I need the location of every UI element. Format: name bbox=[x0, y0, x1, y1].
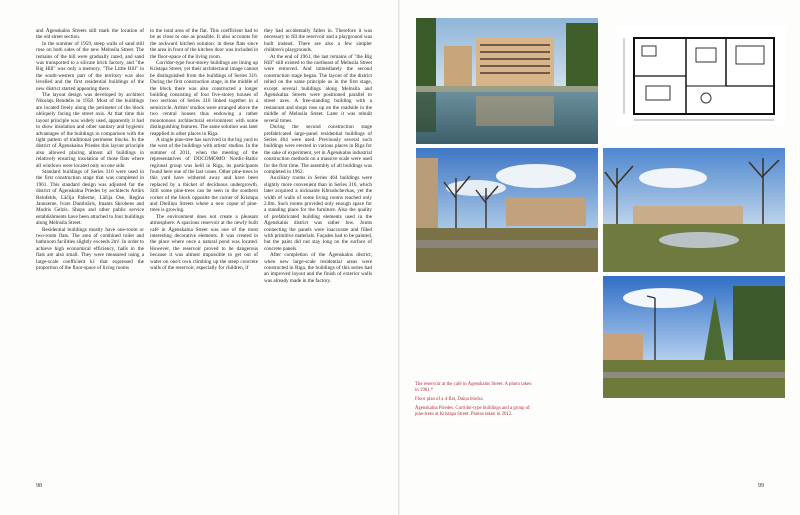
paragraph: During the second construction stage prefabricated large-panel residential buildings of Series 464 were used. Previously several such buildings were erected in various places in Riga for the sake of experiment, yet in Āgenskalns industrial construction methods on a massive scale were used for the first time. The assembly of all buildings was completed in 1962. bbox=[264, 124, 372, 175]
caption: Floor plan of a 4-flat, Daiņa blocks. bbox=[415, 397, 484, 402]
page-number-left: 98 bbox=[36, 483, 42, 489]
paragraph: The environment does not create a pleasant atmosphere. A spacious reservoir at the newly built café in Āgenskalna Street was one of the most interesting decorative elements. It was created in the place where once a natural pond was located. However, the reservoir proved to be dangerous because it was almost impossible to get out of water on one's own climbing up the steep concrete walls of the reservoir, especially for children, if bbox=[150, 213, 258, 272]
paragraph: After completion of the Āgenskalns district, when new large-scale residential areas were constructed in Riga, the buildings of this series had an improved layout and the finish of exterior walls was already made in the factory. bbox=[264, 252, 372, 284]
caption: Āgenskalna Priedes. Corridor-type buildings and a group of pine-trees at Kristapa Street. Photos taken in 2012. bbox=[415, 406, 530, 417]
paragraph: to the total area of the flat. This coefficient had to be as close to one as possible. It also accounts for the awkward kitchen solution: in these flats since the area in front of the kitchen door was included in the floor-space of the living room. bbox=[150, 28, 258, 60]
paragraph: Standard buildings of Series 316 were used in the first construction stage that was completed in 1961. This standard design was adjusted for the district of Āgenskalna Priedes by architects Artūrs Reinfelds, Lāčija Paberne, Lāčija Ose, Regīna Jaunzeme, Ivars Dumbrāris, Imants Skrobens and Modris Gelzis. Shops and other public service establishments have been attached to four buildings along Melnsila Street. bbox=[36, 168, 144, 227]
text-column-1 bbox=[36, 28, 144, 271]
lamp-photo bbox=[603, 276, 785, 398]
page-number-right: 99 bbox=[758, 483, 764, 489]
caption: The reservoir at the café in Āgenskalns Street. A photo taken in 1961.* bbox=[415, 382, 532, 393]
text-column-2 bbox=[150, 28, 258, 271]
paragraph: The layout design was developed by architect Nikolajs Rendelis in 1958. Most of the buildings are located freely along the perimeter of the block obliquely facing the street axis. At that time this layout principle was widely used, apparently it had to show insolation and other sanitary and hygienic advantages of the buildings in comparison with the tight pattern of traditional perimeter blocks. In the district of Āgenskalna Priedes this layout principle also allowed placing almost all buildings in relatively ensuring insolation of those flats where all windows were located only on one side. bbox=[36, 92, 144, 169]
paragraph: A single pine-tree has survived in the big yard to the west of the buildings with artists' studios. In the summer of 2011, when the meeting of the representatives of DOCOMOMO Nordic-Baltic regional group was held in Riga, its participants found here one of the last cones. Other pine-trees in this yard have withered away and have been replaced by a thicket of deciduous undergrowth. Still some pine-trees can be seen in the southern corner of the block opposite the corner of Kristapa and Dreiliņu Streets where a new copse of pine-trees is growing. bbox=[150, 136, 258, 214]
text-column-3 bbox=[264, 28, 372, 284]
floor-plan-drawing bbox=[616, 26, 786, 124]
paragraph: Residential buildings mostly have one-room or two-room flats. The area of combined toilet and bathroom facilities slightly exceeds 2m². In order to achieve high economical efficiency, halls in the flats are also small. They were measured using a large-scale coefficient k1 that expressed the proportion of the floor-space of living rooms bbox=[36, 226, 144, 272]
paragraph: Auxiliary rooms in Series 464 buildings were slightly more convenient than in Series 316, which later acquired a nickname Khrushchevkas, yet the width of walls of some living rooms reached only 2.8m. Such rooms provided only enough space for a standing place for the furniture. Also the quality of prefabricated building elements used in the Āgenskalns district was rather low. Joints connecting the panels were inaccurate and filled with primitive materials. Façades had to be painted, but the paint did not stay long on the surface of concrete panels. bbox=[264, 175, 372, 252]
paragraph: Corridor-type four-storey buildings are lining up Kristapa Street, yet their architectural image cannot be distinguished from the buildings of Series 316. During the first construction stage, in the middle of the block there was also constructed a longer building consisting of four five-storey houses of two sections of Series 316 linked together in a semicircle. Artists' studios were arranged above the two central houses thus endowing a rather monotonous architectural environment with some distinguishing features. The same solution was later reapplied in other places in Riga. bbox=[150, 60, 258, 137]
street-photo bbox=[416, 148, 598, 272]
paragraph: In the summer of 1959, steep walls of sand still rose on both sides of the new Melnsila Street. The remains of the hill were gradually razed, and sand was transported to a silicate brick factory, and "the Big Hill" was only a memory. "The Little Hill" in the south-western part of the territory was also levelled and the first residential buildings of the new district started appearing there. bbox=[36, 40, 144, 92]
reservoir-photo bbox=[416, 18, 598, 144]
paragraph: they had accidentally fallen in. Therefore it was necessary to fill the reservoir and a playground was built instead. There are also a few simpler children's playgrounds. bbox=[264, 28, 372, 54]
paragraph: At the end of 1961, the last remains of "the Big Hill" still existed to the northeast of Melnsila Street were removed. And immediately the second construction stage began. The layout of the district relied on the same principle as in the first stage, except several buildings along Melnsila and Āgenskalna Streets were positioned parallel to street axes. A free-standing building with a restaurant and shops rose up on the roadside in the middle of Melnsila Street. Later it was rebuilt several times. bbox=[264, 53, 372, 124]
park-photo bbox=[603, 148, 785, 272]
photo-captions bbox=[415, 382, 535, 421]
paragraph: and Āgenskalns Streets still mark the location of the old street section. bbox=[36, 28, 144, 41]
